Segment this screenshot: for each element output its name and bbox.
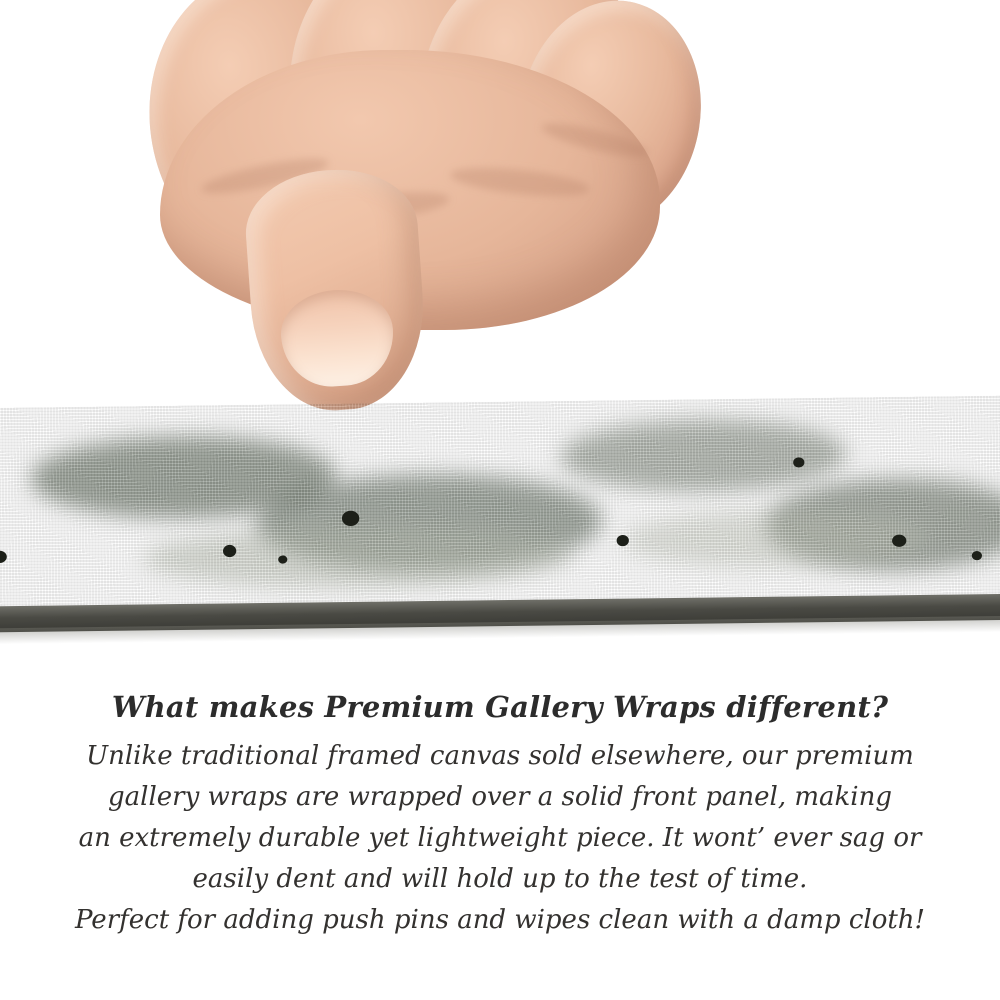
paint-speck (223, 545, 236, 557)
caption-line: an extremely durable yet lightweight piece. It wont’ ever sag or (78, 823, 922, 853)
caption-line: easily dent and will hold up to the test of time. (192, 864, 808, 894)
caption-line: gallery wraps are wrapped over a solid front panel, making (108, 782, 892, 812)
paint-speck (278, 555, 287, 563)
caption-block (0, 690, 1000, 941)
paint-speck (972, 551, 982, 560)
paint-speck (617, 535, 629, 546)
caption-line: Perfect for adding push pins and wipes clean with a damp cloth! (74, 905, 925, 935)
caption-heading: What makes Premium Gallery Wraps different? (111, 690, 889, 724)
paint-speck (342, 511, 360, 527)
fingernail-shape (278, 286, 396, 390)
caption-line: Unlike traditional framed canvas sold elsewhere, our premium (86, 741, 914, 771)
hand-graphic (120, 0, 660, 430)
paint-speck (793, 457, 804, 467)
index-finger-shape (242, 164, 430, 415)
